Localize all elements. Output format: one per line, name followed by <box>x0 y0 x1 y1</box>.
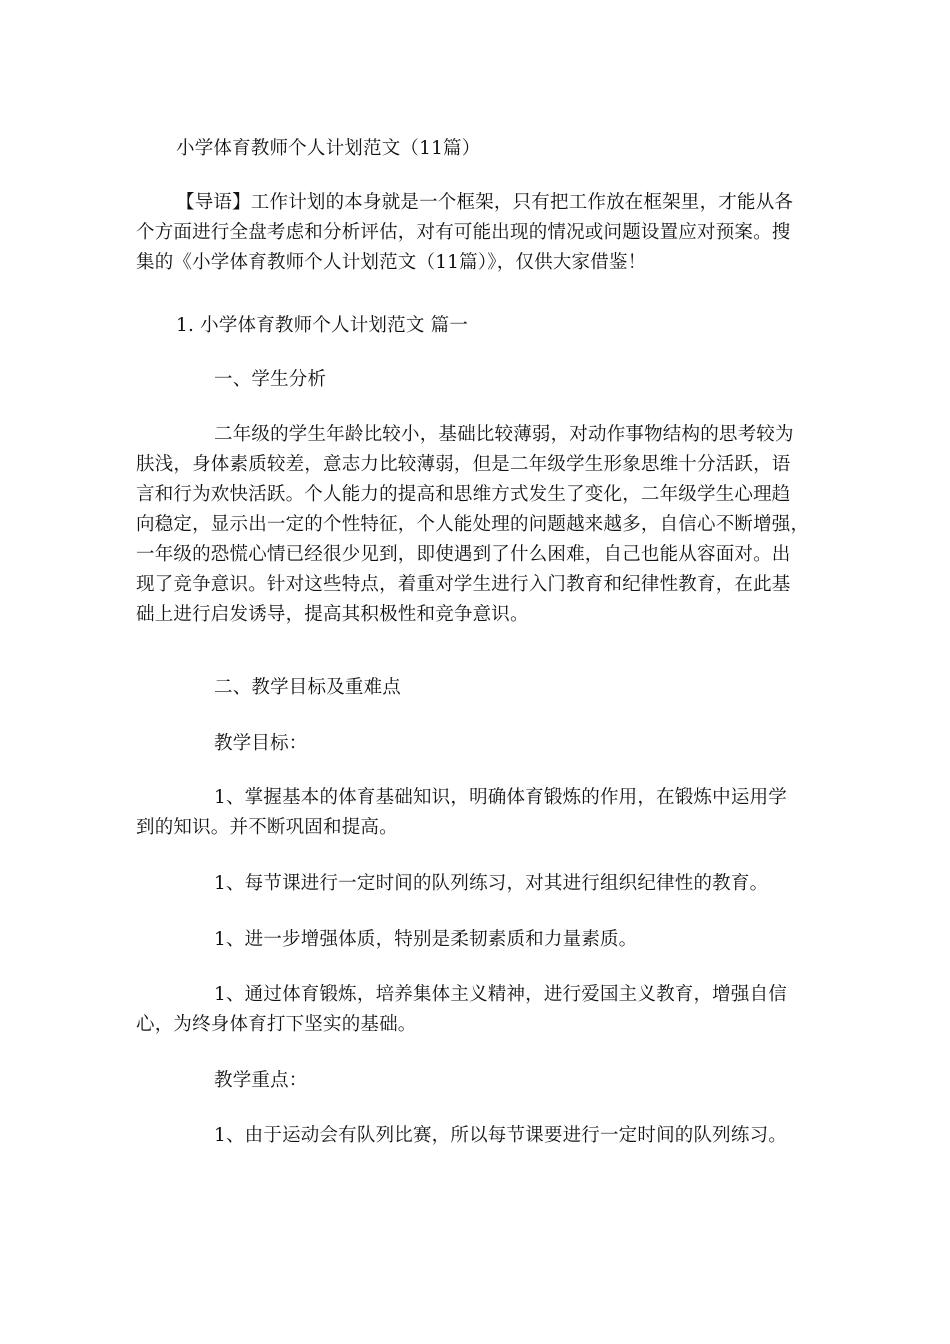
goal-line: 心，为终身体育打下坚实的基础。 <box>136 1014 417 1035</box>
goal4-continuation <box>136 1010 417 1040</box>
part1-heading-text: 一、学生分析 <box>214 369 327 390</box>
goals-label-text: 教学目标： <box>214 733 308 754</box>
title-text: 小学体育教师个人计划范文（11篇） <box>176 138 481 159</box>
intro-line: 集的《小学体育教师个人计划范文（11篇）》，仅供大家借鉴！ <box>136 252 647 273</box>
goal-line: 1、进一步增强体质，特别是柔韧素质和力量素质。 <box>214 929 638 950</box>
intro-paragraph <box>136 218 791 278</box>
document-title <box>176 134 480 164</box>
goals-label <box>214 729 308 759</box>
part2-heading-text: 二、教学目标及重难点 <box>214 677 402 698</box>
analysis-line: 础上进行启发诱导，提高其积极性和竞争意识。 <box>136 604 529 625</box>
analysis-line: 肤浅，身体素质较差，意志力比较薄弱，但是二年级学生形象思维十分活跃，语 <box>136 454 791 475</box>
section-heading-text: 1. 小学体育教师个人计划范文 篇一 <box>176 315 469 336</box>
section-heading <box>176 311 468 341</box>
analysis-line: 言和行为欢快活跃。个人能力的提高和思维方式发生了变化，二年级学生心理趋 <box>136 484 791 505</box>
goal-line: 1、每节课进行一定时间的队列练习，对其进行组织纪律性的教育。 <box>214 873 769 894</box>
goal1-continuation <box>136 813 398 843</box>
analysis-line: 一年级的恐慌心情已经很少见到，即使遇到了什么困难，自己也能从容面对。出 <box>136 544 791 565</box>
key-label-text: 教学重点： <box>214 1070 308 1091</box>
goal-line: 1、通过体育锻炼，培养集体主义精神，进行爱国主义教育，增强自信 <box>214 984 787 1005</box>
part1-heading <box>214 365 326 395</box>
goal-line: 到的知识。并不断巩固和提高。 <box>136 817 398 838</box>
analysis-line: 二年级的学生年龄比较小，基础比较薄弱，对动作事物结构的思考较为 <box>214 424 794 445</box>
analysis-paragraph <box>136 450 809 630</box>
intro-line: 个方面进行全盘考虑和分析评估，对有可能出现的情况或问题设置应对预案。搜 <box>136 222 791 243</box>
analysis-line: 现了竞争意识。针对这些特点，着重对学生进行入门教育和纪律性教育，在此基 <box>136 574 791 595</box>
part2-heading <box>214 673 401 703</box>
key-label <box>214 1066 308 1096</box>
intro-line: 【导语】工作计划的本身就是一个框架，只有把工作放在框架里，才能从各 <box>176 192 794 213</box>
analysis-first-line <box>214 420 794 450</box>
goal-line: 1、掌握基本的体育基础知识，明确体育锻炼的作用，在锻炼中运用学 <box>214 787 787 808</box>
intro-first-line <box>176 188 793 218</box>
goal1-first-line <box>214 783 787 813</box>
key-point-1 <box>214 1121 787 1151</box>
analysis-line: 向稳定，显示出一定的个性特征，个人能处理的问题越来越多，自信心不断增强， <box>136 514 810 535</box>
goal2 <box>214 869 768 899</box>
goal3 <box>214 925 637 955</box>
goal4-first-line <box>214 980 787 1010</box>
key-point-line: 1、由于运动会有队列比赛，所以每节课要进行一定时间的队列练习。 <box>214 1125 787 1146</box>
